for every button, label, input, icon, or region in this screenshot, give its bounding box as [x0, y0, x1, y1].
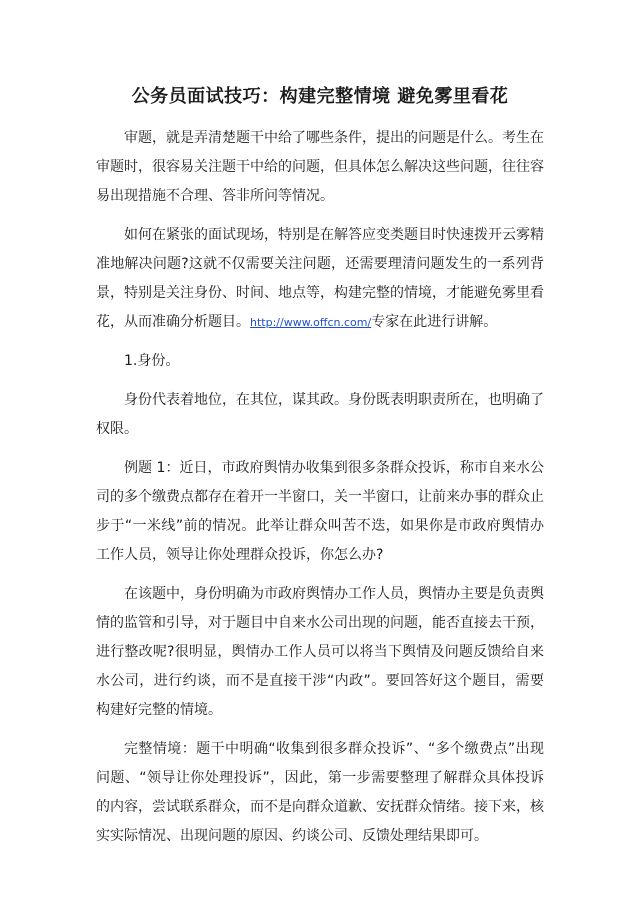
document-title: 公务员面试技巧：构建完整情境 避免雾里看花: [131, 86, 509, 107]
offcn-link[interactable]: http://www.offcn.com/: [250, 316, 372, 329]
paragraph-2-text: 如何在紧张的面试现场，特别是在解答应变类题目时快速拨开云雾精准地解决问题?这就不仅需要关注问题，还需要理清问题发生的一系列背景，特别是关注身份、时间、地点等，构建完整的情境，才能避免雾里看花，从而准确分析题目。: [96, 227, 544, 330]
paragraph-1: 审题，就是弄清楚题干中给了哪些条件，提出的问题是什么。考生在审题时，很容易关注题干中给的问题，但具体怎么解决这些问题，往往容易出现措施不合理、答非所问等情况。: [96, 130, 544, 204]
paragraph-identity: 身份代表着地位，在其位，谋其政。身份既表明职责所在，也明确了权限。: [96, 392, 544, 437]
paragraph-complete-scenario: 完整情境：题干中明确“收集到很多群众投诉”、“多个缴费点”出现问题、“领导让你处理投诉”，因此，第一步需要整理了解群众具体投诉的内容，尝试联系群众，而不是向群众道歉、安抚群众情绪。接下来，核实实际情况、出现问题的原因、约谈公司、反馈处理结果即可。: [96, 741, 544, 844]
paragraph-analysis: 在该题中，身份明确为市政府舆情办工作人员，舆情办主要是负责舆情的监管和引导，对于题目中自来水公司出现的问题，能否直接去干预，进行整改呢?很明显，舆情办工作人员可以将当下舆情及问题反馈给自来水公司，进行约谈，而不是直接干涉“内政”。要回答好这个题目，需要构建好完整的情境。: [96, 586, 544, 718]
paragraph-2: [96, 221, 544, 337]
paragraph-example-1: 例题 1：近日，市政府舆情办收集到很多条群众投诉，称市自来水公司的多个缴费点都存在着开一半窗口，关一半窗口，让前来办事的群众止步于“一米线”前的情况。此举让群众叫苦不迭，如果你是市政府舆情办工作人员，领导让你处理群众投诉，你怎么办?: [96, 460, 544, 563]
section-heading-identity: 1.身份。: [124, 353, 180, 369]
link-suffix: 专家在此进行讲解。: [371, 314, 498, 330]
